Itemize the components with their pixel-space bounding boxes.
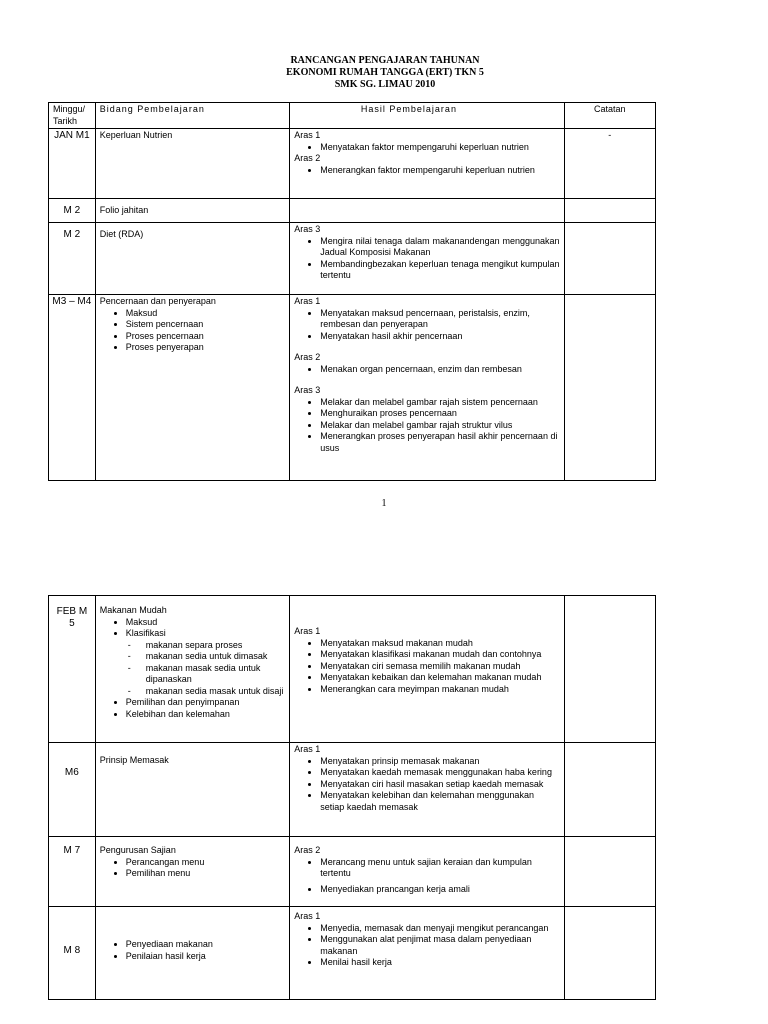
list-item: • Menerangkan cara meyimpan makanan mudah (320, 684, 559, 696)
level-label: Aras 2 (294, 153, 321, 163)
list-item: • Menyatakan ciri hasil masakan setiap kaedah memasak (320, 779, 559, 791)
header-hasil: Hasil Pembelajaran (290, 103, 564, 129)
week-cell: FEB M 5 (49, 596, 96, 743)
level-label: Aras 3 (294, 385, 321, 395)
outcome-list (294, 236, 559, 282)
outcome-list (294, 308, 559, 343)
lesson-plan-table-1 (48, 102, 656, 481)
outcome-list (294, 142, 559, 154)
list-item: • Penilaian hasil kerja (126, 951, 286, 963)
list-item: • Menggunakan alat penjimat masa dalam penyediaan makanan (320, 934, 559, 957)
week-cell: M 2 (49, 223, 96, 295)
topic-cell (95, 837, 290, 907)
table-header-row (49, 103, 656, 129)
outcome-cell (290, 223, 564, 295)
list-item: • Menakan organ pencernaan, enzim dan rembesan (320, 364, 559, 376)
list-item: • Menyatakan maksud makanan mudah (320, 638, 559, 650)
list-item: • Menyatakan maksud pencernaan, peristalsis, enzim, rembesan dan penyerapan (320, 308, 559, 331)
table-row (49, 743, 656, 837)
topic-cell (95, 596, 290, 743)
topic-cell: Folio jahitan (95, 199, 290, 223)
level-label: Aras 1 (294, 296, 321, 306)
table-row (49, 223, 656, 295)
notes-cell (564, 223, 655, 295)
list-item: • Melakar dan melabel gambar rajah struktur vilus (320, 420, 559, 432)
list-item: • Menyatakan prinsip memasak makanan (320, 756, 559, 768)
week-cell: JAN M1 (49, 129, 96, 199)
outcome-cell (290, 199, 564, 223)
lesson-plan-table-2 (48, 595, 656, 1000)
list-item: • Menyedia, memasak dan menyaji mengikut perancangan (320, 923, 559, 935)
topic-cell: Prinsip Memasak (95, 743, 290, 837)
sub-list-item: - makanan masak sedia untuk dipanaskan (146, 663, 286, 686)
outcome-cell (290, 596, 564, 743)
outcome-cell (290, 907, 564, 1000)
level-label: Aras 1 (294, 130, 321, 140)
week-cell: M 2 (49, 199, 96, 223)
topic-title: Makanan Mudah (99, 605, 167, 615)
topic-list (100, 939, 286, 962)
list-item: • Pemilihan dan penyimpanan (126, 697, 286, 709)
list-item: • Menyediakan prancangan kerja amali (320, 884, 559, 896)
list-item: • Menyatakan klasifikasi makanan mudah dan contohnya (320, 649, 559, 661)
list-item: • Kelebihan dan kelemahan (126, 709, 286, 721)
outcome-list (294, 756, 559, 814)
outcome-list (294, 397, 559, 455)
week-cell: M3 – M4 (49, 295, 96, 481)
outcome-cell (290, 295, 564, 481)
week-cell: M6 (49, 743, 96, 837)
outcome-list (294, 165, 559, 177)
topic-title: Pengurusan Sajian (99, 845, 176, 855)
list-item: • Membandingbezakan keperluan tenaga mengikut kumpulan tertentu (320, 259, 559, 282)
table-row (49, 129, 656, 199)
sub-list-item: - makanan sedia masak untuk disaji (146, 686, 286, 698)
list-item: • Penyediaan makanan (126, 939, 286, 951)
title-line-3: SMK SG. LIMAU 2010 (334, 79, 436, 90)
topic-title: Pencernaan dan penyerapan (99, 296, 216, 306)
title-line-1: RANCANGAN PENGAJARAN TAHUNAN (290, 55, 480, 66)
list-item: • Melakar dan melabel gambar rajah sistem pencernaan (320, 397, 559, 409)
list-item: • Menyatakan faktor mempengaruhi keperluan nutrien (320, 142, 559, 154)
list-item: • Menyatakan kebaikan dan kelemahan makanan mudah (320, 672, 559, 684)
outcome-list (294, 857, 559, 896)
notes-cell (564, 295, 655, 481)
notes-cell (564, 907, 655, 1000)
table-row (49, 295, 656, 481)
outcome-cell (290, 837, 564, 907)
level-label: Aras 1 (294, 626, 321, 636)
topic-cell (95, 907, 290, 1000)
notes-cell (564, 743, 655, 837)
list-item: • Mengira nilai tenaga dalam makanandengan menggunakan Jadual Komposisi Makanan (320, 236, 559, 259)
level-label: Aras 2 (294, 845, 321, 855)
topic-cell: Diet (RDA) (95, 223, 290, 295)
page-number: 1 (381, 498, 387, 509)
sub-list-item: - makanan separa proses (146, 640, 286, 652)
list-item: • Pemilihan menu (126, 868, 286, 880)
topic-list (100, 617, 286, 721)
list-item: • Maksud (126, 617, 286, 629)
list-item: • Sistem pencernaan (126, 319, 286, 331)
list-item: • Proses penyerapan (126, 342, 286, 354)
list-item: • Menerangkan faktor mempengaruhi keperluan nutrien (320, 165, 559, 177)
week-cell: M 8 (49, 907, 96, 1000)
topic-list (100, 308, 286, 354)
level-label: Aras 1 (294, 744, 321, 754)
table-row (49, 907, 656, 1000)
outcome-cell (290, 743, 564, 837)
outcome-cell (290, 129, 564, 199)
level-label: Aras 3 (294, 224, 321, 234)
list-item: • Maksud (126, 308, 286, 320)
notes-cell (564, 199, 655, 223)
list-item: • Menyatakan kaedah memasak menggunakan haba kering (320, 767, 559, 779)
sub-list-item: - makanan sedia untuk dimasak (146, 651, 286, 663)
table-row (49, 837, 656, 907)
table-row (49, 199, 656, 223)
list-item: • Menyatakan kelebihan dan kelemahan menggunakan setiap kaedah memasak (320, 790, 559, 813)
notes-cell: - (564, 129, 655, 199)
notes-cell (564, 596, 655, 743)
table-row (49, 596, 656, 743)
document-title (0, 55, 768, 91)
outcome-list (294, 923, 559, 969)
sub-list (126, 640, 286, 698)
header-minggu: Minggu/ Tarikh (49, 103, 96, 129)
outcome-list (294, 638, 559, 696)
topic-cell (95, 295, 290, 481)
topic-cell: Keperluan Nutrien (95, 129, 290, 199)
list-item: • Menyatakan ciri semasa memilih makanan mudah (320, 661, 559, 673)
header-catatan: Catatan (564, 103, 655, 129)
header-bidang: Bidang Pembelajaran (95, 103, 290, 129)
title-line-2: EKONOMI RUMAH TANGGA (ERT) TKN 5 (286, 67, 484, 78)
list-item: • Proses pencernaan (126, 331, 286, 343)
list-item: • Menyatakan hasil akhir pencernaan (320, 331, 559, 343)
list-item: • Menghuraikan proses pencernaan (320, 408, 559, 420)
topic-list (100, 857, 286, 880)
level-label: Aras 1 (294, 911, 321, 921)
list-item: • Perancangan menu (126, 857, 286, 869)
list-item: • Merancang menu untuk sajian keraian dan kumpulan tertentu (320, 857, 559, 880)
week-cell: M 7 (49, 837, 96, 907)
list-item: • Menilai hasil kerja (320, 957, 559, 969)
list-item-label: Klasifikasi (125, 628, 166, 638)
outcome-list (294, 364, 559, 376)
notes-cell (564, 837, 655, 907)
level-label: Aras 2 (294, 352, 321, 362)
list-item: • Menerangkan proses penyerapan hasil akhir pencernaan di usus (320, 431, 559, 454)
list-item (126, 628, 286, 697)
